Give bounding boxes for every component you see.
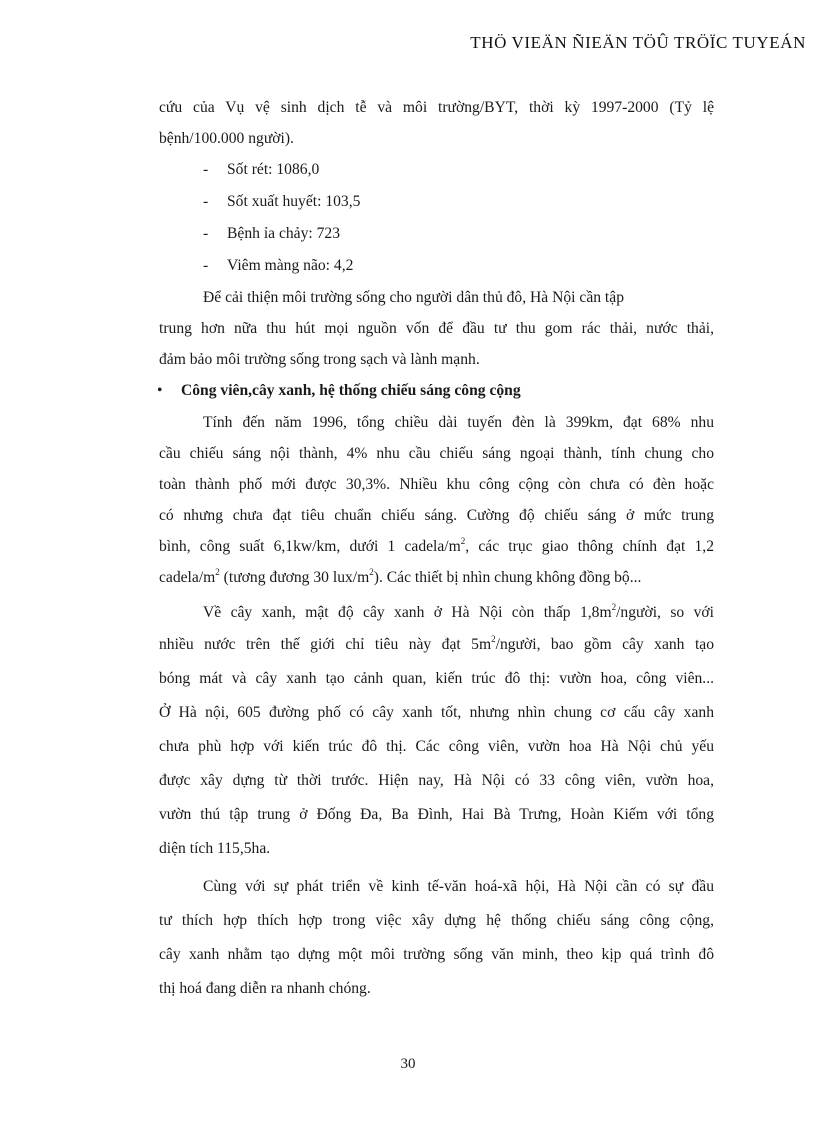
bullet-icon: • — [157, 382, 163, 399]
dash-marker: - — [203, 193, 209, 210]
text-run: ). Các thiết bị nhìn chung không đồng bộ... — [373, 569, 642, 586]
paragraph-line: đảm bảo môi trường sống trong sạch và lành mạnh. — [159, 351, 480, 368]
intro-line: bệnh/100.000 người). — [159, 130, 294, 147]
paragraph-line: thị hoá đang diễn ra nhanh chóng. — [159, 980, 371, 997]
list-item-text: Sốt rét: 1086,0 — [227, 161, 320, 178]
paragraph-line: cầu chiếu sáng nội thành, 4% nhu cầu chiếu sáng ngoại thành, tính chung cho — [159, 445, 714, 462]
page-body — [159, 92, 714, 1006]
paragraph-line: diện tích 115,5ha. — [159, 840, 271, 857]
text-run: bình, công suất 6,1kw/km, dưới 1 cadela/m — [159, 538, 461, 555]
paragraph-line — [159, 628, 714, 662]
text-run: /người, bao gồm cây xanh tạo — [495, 636, 714, 653]
text-run: /người, so với — [616, 604, 714, 621]
list-item-text: Viêm màng não: 4,2 — [227, 257, 354, 274]
intro-line: cứu của Vụ vệ sinh dịch tễ và môi trường/BYT, thời kỳ 1997-2000 (Tỷ lệ — [159, 99, 714, 116]
list-item-text: Bệnh ỉa chảy: 723 — [227, 225, 341, 242]
text-run: (tương đương 30 lux/m — [219, 569, 370, 586]
paragraph-line: cây xanh nhằm tạo dựng một môi trường sống văn minh, theo kịp quá trình đô — [159, 946, 714, 963]
paragraph-line — [159, 531, 714, 562]
text-run: , các trục giao thông chính đạt 1,2 — [465, 538, 715, 555]
paragraph-line: Tính đến năm 1996, tổng chiều dài tuyến đèn là 399km, đạt 68% nhu — [203, 414, 714, 431]
text-run: Về cây xanh, mật độ cây xanh ở Hà Nội còn thấp 1,8m — [203, 604, 612, 621]
list-item — [159, 218, 714, 250]
text-run: nhiều nước trên thế giới chỉ tiêu này đạt 5m — [159, 636, 492, 653]
paragraph-line — [159, 597, 714, 628]
paragraph-line: Để cải thiện môi trường sống cho người dân thủ đô, Hà Nội cần tập — [203, 289, 624, 306]
paragraph-line — [159, 562, 714, 593]
paragraph-line: có nhưng chưa đạt tiêu chuẩn chiếu sáng. Cường độ chiếu sáng ở mức trung — [159, 507, 714, 524]
dash-marker: - — [203, 225, 209, 242]
paragraph-line: chưa phù hợp với kiến trúc đô thị. Các công viên, vườn hoa Hà Nội chủ yếu — [159, 738, 714, 755]
dash-marker: - — [203, 257, 209, 274]
paragraph-line: Ở Hà nội, 605 đường phố có cây xanh tốt, nhưng nhìn chung cơ cấu cây xanh — [159, 704, 714, 721]
paragraph-line: toàn thành phố mới được 30,3%. Nhiều khu công cộng còn chưa có đèn hoặc — [159, 476, 714, 493]
text-run: cadela/m — [159, 569, 216, 586]
list-item — [159, 186, 714, 218]
superscript: 2 — [460, 535, 466, 546]
paragraph-line: được xây dựng từ thời trước. Hiện nay, Hà Nội có 33 công viên, vườn hoa, — [159, 772, 714, 789]
superscript: 2 — [215, 566, 220, 577]
section-heading — [159, 375, 714, 407]
paragraph-line: Cùng với sự phát triển về kinh tế-văn hoá-xã hội, Hà Nội cần có sự đầu — [203, 878, 714, 895]
dash-marker: - — [203, 161, 209, 178]
page-number: 30 — [400, 1056, 416, 1072]
list-item-text: Sốt xuất huyết: 103,5 — [227, 193, 361, 210]
superscript: 2 — [491, 633, 496, 644]
list-item — [159, 250, 714, 282]
running-header: THÖ VIEÄN ÑIEÄN TÖÛ TRÖÏC TUYEÁN — [470, 33, 806, 52]
paragraph-line: bóng mát và cây xanh tạo cảnh quan, kiến trúc đô thị: vườn hoa, công viên... — [159, 670, 714, 687]
section-heading-text: Công viên,cây xanh, hệ thống chiếu sáng công cộng — [181, 382, 521, 399]
paragraph-line: tư thích hợp thích hợp trong việc xây dựng hệ thống chiếu sáng công cộng, — [159, 912, 714, 929]
superscript: 2 — [611, 601, 617, 612]
paragraph-line: vườn thú tập trung ở Đống Đa, Ba Đình, Hai Bà Trưng, Hoàn Kiếm với tổng — [159, 806, 714, 823]
superscript: 2 — [369, 566, 374, 577]
list-item — [159, 154, 714, 186]
paragraph-line: trung hơn nữa thu hút mọi nguồn vốn để đầu tư thu gom rác thải, nước thải, — [159, 320, 714, 337]
